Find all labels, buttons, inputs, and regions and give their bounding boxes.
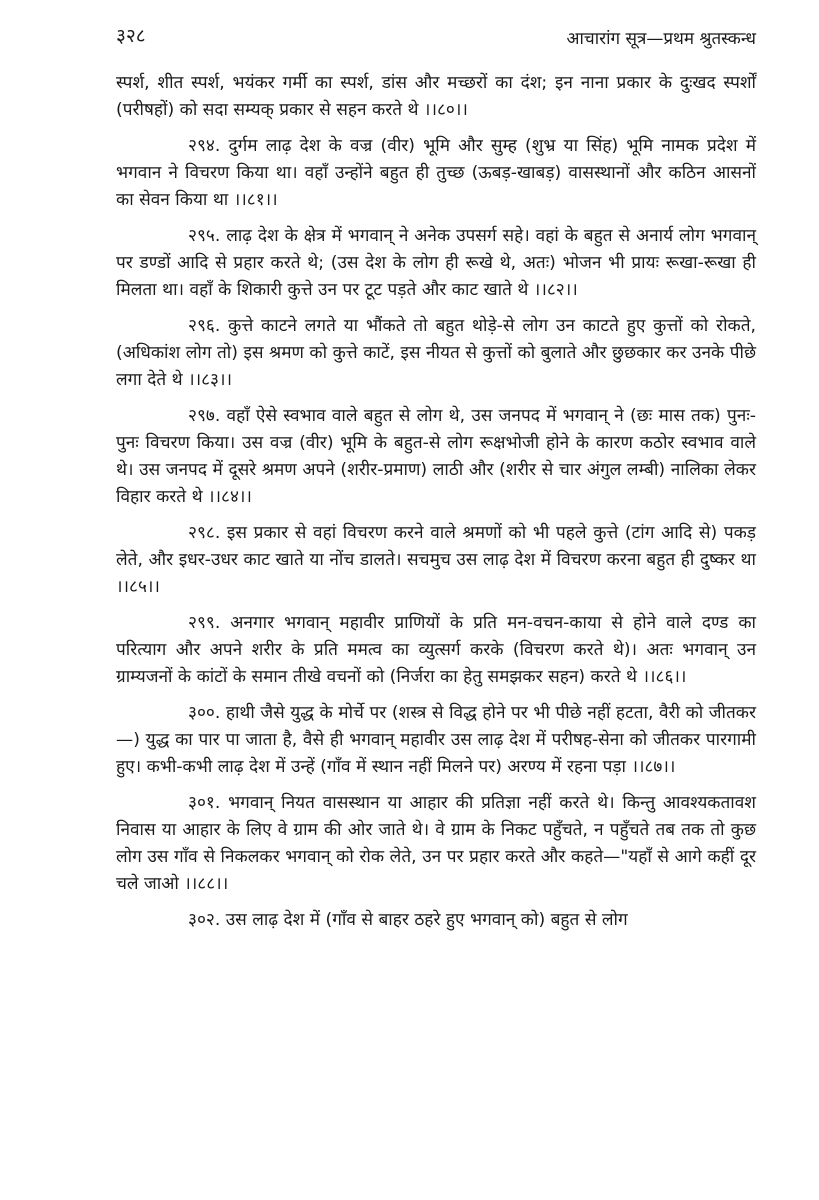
running-title: आचारांग सूत्र—प्रथम श्रुतस्कन्ध: [566, 29, 756, 49]
page-number: ३२८: [116, 25, 146, 47]
paragraph: २९६. कुत्ते काटने लगते या भौंकते तो बहुत थोड़े-से लोग उन काटते हुए कुत्तों को रोकते, (अधिकांश लोग तो) इस श्रमण को कुत्ते काटें, इस नीयत से कुत्तों को बुलाते और छुछकार कर उनके पीछे लगा देते थे ।।८३।।: [116, 316, 756, 390]
body-text: [116, 70, 756, 943]
paragraph: २९४. दुर्गम लाढ़ देश के वज्र (वीर) भूमि और सुम्ह (शुभ्र या सिंह) भूमि नामक प्रदेश में भगवान ने विचरण किया था। वहाँ उन्होंने बहुत ही तुच्छ (ऊबड़-खाबड़) वासस्थानों और कठिन आसनों का सेवन किया था ।।८१।।: [116, 136, 756, 210]
paragraph: २९९. अनगार भगवान् महावीर प्राणियों के प्रति मन-वचन-काया से होने वाले दण्ड का परित्याग और अपने शरीर के प्रति ममत्व का व्युत्सर्ग करके (विचरण करते थे)। अतः भगवान् उन ग्राम्यजनों के कांटों के समान तीखे वचनों को (निर्जरा का हेतु समझकर सहन) करते थे ।।८६।।: [116, 613, 756, 687]
paragraph: २९५. लाढ़ देश के क्षेत्र में भगवान् ने अनेक उपसर्ग सहे। वहां के बहुत से अनार्य लोग भगवान् पर डण्डों आदि से प्रहार करते थे; (उस देश के लोग ही रूखे थे, अतः) भोजन भी प्रायः रूखा-रूखा ही मिलता था। वहाँ के शिकारी कुत्ते उन पर टूट पड़ते और काट खाते थे ।।८२।।: [116, 226, 756, 300]
paragraph: ३०२. उस लाढ़ देश में (गाँव से बाहर ठहरे हुए भगवान् को) बहुत से लोग: [188, 910, 628, 930]
paragraph: स्पर्श, शीत स्पर्श, भयंकर गर्मी का स्पर्श, डांस और मच्छरों का दंश; इन नाना प्रकार के दुःखद स्पर्शों (परीषहों) को सदा सम्यक् प्रकार से सहन करते थे ।।८०।।: [116, 73, 756, 120]
paragraph: ३०१. भगवान् नियत वासस्थान या आहार की प्रतिज्ञा नहीं करते थे। किन्तु आवश्यकतावश निवास या आहार के लिए वे ग्राम की ओर जाते थे। वे ग्राम के निकट पहुँचते, न पहुँचते तब तक तो कुछ लोग उस गाँव से निकलकर भगवान् को रोक लेते, उन पर प्रहार करते और कहते—"यहाँ से आगे कहीं दूर चले जाओ ।।८८।।: [116, 793, 756, 894]
paragraph: २९८. इस प्रकार से वहां विचरण करने वाले श्रमणों को भी पहले कुत्ते (टांग आदि से) पकड़ लेते, और इधर-उधर काट खाते या नोंच डालते। सचमुच उस लाढ़ देश में विचरण करना बहुत ही दुष्कर था ।।८५।।: [116, 523, 756, 597]
paragraph: ३००. हाथी जैसे युद्ध के मोर्चे पर (शस्त्र से विद्ध होने पर भी पीछे नहीं हटता, वैरी को जीतकर—) युद्ध का पार पा जाता है, वैसे ही भगवान् महावीर उस लाढ़ देश में परीषह-सेना को जीतकर पारगामी हुए। कभी-कभी लाढ़ देश में उन्हें (गाँव में स्थान नहीं मिलने पर) अरण्य में रहना पड़ा ।।८७।।: [116, 703, 756, 777]
paragraph: २९७. वहाँ ऐसे स्वभाव वाले बहुत से लोग थे, उस जनपद में भगवान् ने (छः मास तक) पुनः-पुनः विचरण किया। उस वज्र (वीर) भूमि के बहुत-से लोग रूक्षभोजी होने के कारण कठोर स्वभाव वाले थे। उस जनपद में दूसरे श्रमण अपने (शरीर-प्रमाण) लाठी और (शरीर से चार अंगुल लम्बी) नालिका लेकर विहार करते थे ।।८४।।: [116, 406, 756, 507]
page-header: [116, 22, 756, 54]
